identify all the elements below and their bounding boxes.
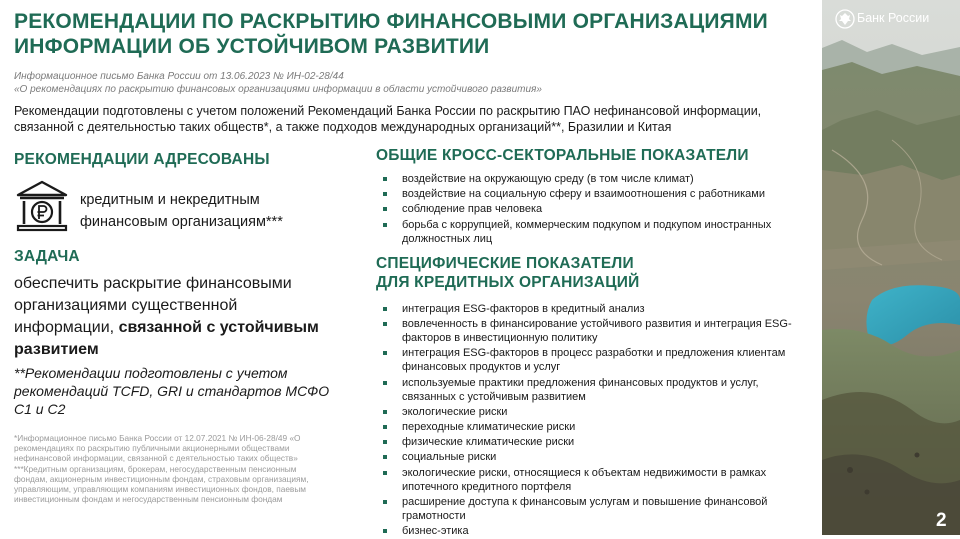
letter-number: Информационное письмо Банка России от 13.06.2023 № ИН-02-28/44 <box>14 71 344 82</box>
list-item: борьба с коррупцией, коммерческим подкупом и подкупом иностранных должностных лиц <box>376 218 816 246</box>
list-item: физические климатические риски <box>376 435 796 449</box>
specific-heading <box>376 254 639 292</box>
bank-name: Банк России <box>857 11 930 25</box>
addressed-heading: РЕКОМЕНДАЦИИ АДРЕСОВАНЫ <box>14 151 270 168</box>
list-item: воздействие на социальную сферу и взаимоотношения с работниками <box>376 187 816 201</box>
specific-heading-line2: ДЛЯ КРЕДИТНЫХ ОРГАНИЗАЦИЙ <box>376 274 640 291</box>
list-item: интеграция ESG-факторов в кредитный анализ <box>376 302 796 316</box>
task-text-plain: обеспечить раскрытие финансовыми организациями существенной информации, <box>14 275 292 336</box>
list-item: вовлеченность в финансирование устойчивого развития и интеграция ESG-факторов в инвестиционную политику <box>376 317 796 345</box>
addressed-text: кредитным и некредитным финансовым организациям*** <box>80 192 283 230</box>
bank-ruble-icon <box>14 178 70 234</box>
list-item: расширение доступа к финансовым услугам и повышение финансовой грамотности <box>376 495 796 523</box>
list-item: соблюдение прав человека <box>376 202 816 216</box>
task-text-bold: связанной с устойчивым развитием <box>14 319 319 358</box>
list-item: экологические риски <box>376 405 796 419</box>
list-item: социальные риски <box>376 450 796 464</box>
specific-heading-line1: СПЕЦИФИЧЕСКИЕ ПОКАЗАТЕЛИ <box>376 255 634 272</box>
list-item: переходные климатические риски <box>376 420 796 434</box>
page-number: 2 <box>936 510 947 531</box>
list-item: экологические риски, относящиеся к объектам недвижимости в рамках ипотечного кредитного портфеля <box>376 466 796 494</box>
page-title: РЕКОМЕНДАЦИИ ПО РАСКРЫТИЮ ФИНАНСОВЫМИ ОРГАНИЗАЦИЯМИ ИНФОРМАЦИИ ОБ УСТОЙЧИВОМ РАЗВИТИИ <box>14 10 768 58</box>
letter-name: «О рекомендациях по раскрытию финансовых организациями информации в области устойчивого развития» <box>14 84 542 95</box>
footnote-3: ***Кредитным организациям, брокерам, негосударственным пенсионным фондам, акционерным инвестиционным фондам, страховым организациям, управляющим, управляющим компаниям инвестиционных фондов, паевым инвестиционным фондам и негосударственным пенсионным фондам <box>14 463 309 505</box>
intro-text: Рекомендации подготовлены с учетом положений Рекомендаций Банка России по раскрытию ПАО нефинансовой информации, связанной с деятельностью таких обществ*, а также подходов международных организаций**, Бразилии и Китая <box>14 104 762 134</box>
cross-sector-list <box>376 172 816 247</box>
footnotes <box>14 433 332 504</box>
footnote-1: *Информационное письмо Банка России от 12.07.2021 № ИН-06-28/49 «О рекомендациях по раскрытию публичными акционерными обществами нефинансовой информации, связанной с деятельностью таких обществ» <box>14 433 301 464</box>
letter-reference <box>14 70 814 96</box>
canyon-landscape-photo <box>822 0 960 535</box>
list-item: бизнес-этика <box>376 524 796 538</box>
standards-note: **Рекомендации подготовлены с учетом рекомендаций TCFD, GRI и стандартов МСФО С1 и С2 <box>14 365 330 417</box>
list-item: воздействие на окружающую среду (в том числе климат) <box>376 172 816 186</box>
task-heading: ЗАДАЧА <box>14 248 80 265</box>
list-item: используемые практики предложения финансовых продуктов и услуг, связанных с устойчивым развитием <box>376 376 796 404</box>
task-text <box>14 273 334 361</box>
list-item: интеграция ESG-факторов в процесс разработки и предложения клиентам финансовых продуктов и услуг <box>376 346 796 374</box>
specific-list <box>376 302 796 539</box>
cross-sector-heading: ОБЩИЕ КРОСС-СЕКТОРАЛЬНЫЕ ПОКАЗАТЕЛИ <box>376 147 749 164</box>
